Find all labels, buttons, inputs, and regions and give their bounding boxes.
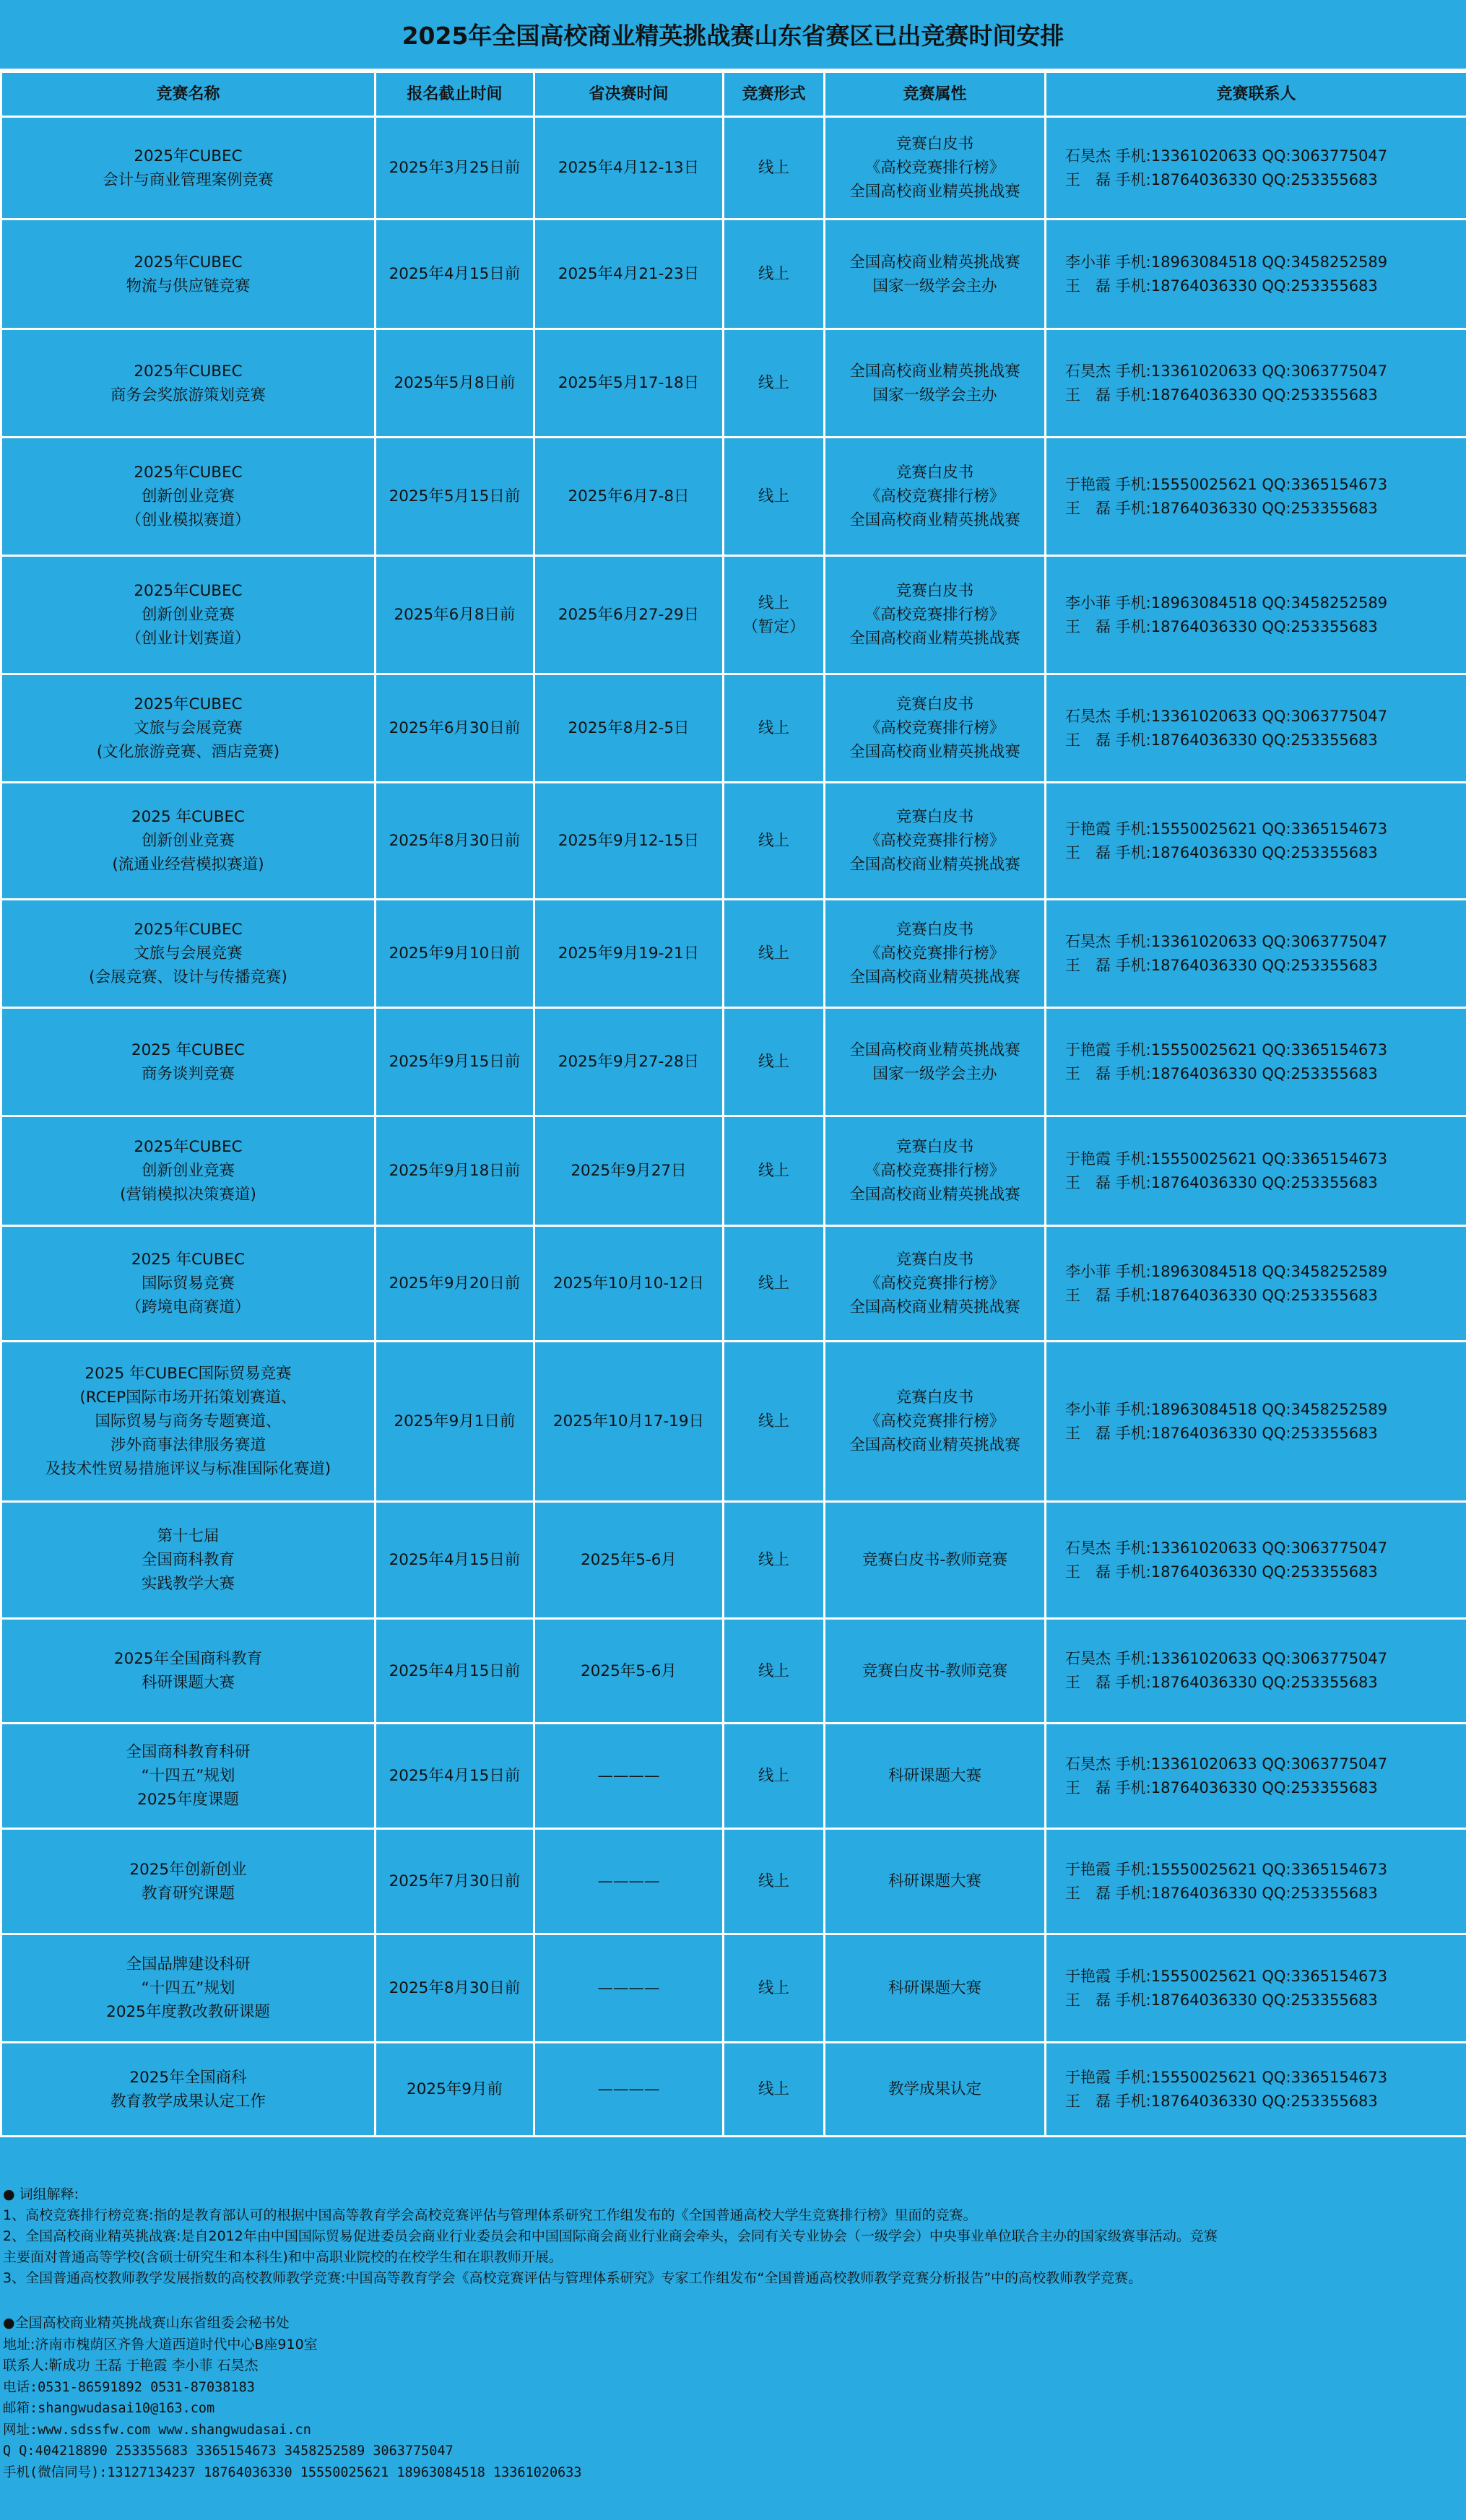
cell-contacts bbox=[1046, 220, 1466, 329]
competition-name-line: 全国商科教育 bbox=[141, 1551, 235, 1569]
secretariat-contact-line: 邮箱:shangwudasai10@163.com bbox=[3, 2401, 215, 2416]
cell-form bbox=[724, 220, 825, 329]
form-line: 线上 bbox=[758, 1661, 789, 1680]
form-line: 线上 bbox=[758, 1162, 789, 1180]
cell-attribute bbox=[825, 1226, 1046, 1342]
competition-name-line: 国际贸易竞赛 bbox=[141, 1274, 235, 1292]
contact-line: 石昊杰 手机:13361020633 QQ:3063775047 bbox=[1065, 1755, 1388, 1773]
attribute-line: 竞赛白皮书-教师竞赛 bbox=[862, 1551, 1008, 1569]
attribute-line: 科研课题大赛 bbox=[888, 1872, 981, 1890]
attribute-line: 竞赛白皮书 bbox=[895, 582, 974, 600]
attribute-line: 竞赛白皮书 bbox=[895, 1138, 974, 1156]
cell-form bbox=[724, 1724, 825, 1829]
cell-competition-name bbox=[1, 900, 376, 1008]
competition-name-line: “十四五”规划 bbox=[141, 1979, 235, 1997]
cell-competition-name bbox=[1, 1502, 376, 1619]
cell-attribute bbox=[825, 1116, 1046, 1226]
attribute-line: 教学成果认定 bbox=[888, 2080, 981, 2098]
competition-name-line: 2025年创新创业 bbox=[129, 1860, 247, 1879]
competition-name-line: 2025年度课题 bbox=[137, 1791, 239, 1809]
table-row bbox=[1, 1619, 1466, 1724]
table-row bbox=[1, 1008, 1466, 1116]
contact-line: 王 磊 手机:18764036330 QQ:253355683 bbox=[1065, 731, 1378, 749]
contact-line: 石昊杰 手机:13361020633 QQ:3063775047 bbox=[1065, 932, 1388, 950]
cell-competition-name bbox=[1, 117, 376, 220]
attribute-line: 全国高校商业精英挑战赛 bbox=[849, 1436, 1020, 1454]
cell-final-date: 2025年5-6月 bbox=[534, 1502, 724, 1619]
table-row bbox=[1, 1724, 1466, 1829]
cell-competition-name bbox=[1, 1934, 376, 2043]
cell-contacts bbox=[1046, 1724, 1466, 1829]
cell-final-date: 2025年6月27-29日 bbox=[534, 556, 724, 674]
cell-final-date: 2025年9月12-15日 bbox=[534, 783, 724, 900]
competition-name-line: 2025 年CUBEC国际贸易竞赛 bbox=[84, 1365, 292, 1383]
note-line: ● 词组解释: bbox=[3, 2186, 79, 2202]
cell-attribute bbox=[825, 1342, 1046, 1502]
secretariat-contact-line: Q Q:404218890 253355683 3365154673 3458252589 3063775047 bbox=[3, 2443, 454, 2459]
cell-form bbox=[724, 1008, 825, 1116]
attribute-line: 《高校竞赛排行榜》 bbox=[864, 1412, 1005, 1430]
cell-attribute bbox=[825, 438, 1046, 556]
competition-name-line: 全国商科教育科研 bbox=[126, 1743, 251, 1761]
attribute-line: 科研课题大赛 bbox=[888, 1767, 981, 1785]
cell-final-date: 2025年6月7-8日 bbox=[534, 438, 724, 556]
cell-attribute bbox=[825, 1934, 1046, 2043]
contact-line: 石昊杰 手机:13361020633 QQ:3063775047 bbox=[1065, 1650, 1388, 1667]
cell-contacts bbox=[1046, 783, 1466, 900]
cell-attribute bbox=[825, 1502, 1046, 1619]
cell-attribute bbox=[825, 329, 1046, 438]
form-line: 线上 bbox=[758, 944, 789, 963]
cell-form bbox=[724, 329, 825, 438]
competition-name-line: 文旅与会展竞赛 bbox=[134, 944, 243, 963]
cell-contacts bbox=[1046, 1619, 1466, 1724]
cell-contacts bbox=[1046, 1116, 1466, 1226]
attribute-line: 竞赛白皮书 bbox=[895, 464, 974, 482]
cell-contacts bbox=[1046, 2043, 1466, 2137]
table-row bbox=[1, 1342, 1466, 1502]
competition-name-line: 实践教学大赛 bbox=[141, 1575, 235, 1593]
attribute-line: 《高校竞赛排行榜》 bbox=[864, 1162, 1005, 1180]
page-title: 2025年全国高校商业精英挑战赛山东省赛区已出竞赛时间安排 bbox=[0, 0, 1466, 71]
form-line: 线上 bbox=[758, 1767, 789, 1785]
cell-form bbox=[724, 556, 825, 674]
cell-competition-name bbox=[1, 1008, 376, 1116]
table-row bbox=[1, 900, 1466, 1008]
competition-name-line: 创新创业竞赛 bbox=[141, 832, 235, 850]
table-row bbox=[1, 1502, 1466, 1619]
competition-name-line: 2025年全国商科教育 bbox=[113, 1650, 263, 1668]
note-line: 3、全国普通高校教师教学发展指数的高校教师教学竞赛:中国高等教育学会《高校竞赛评估与管理体系研究》专家工作组发布“全国普通高校教师教学竞赛分析报告”中的高校教师教学竞赛。 bbox=[3, 2270, 1142, 2286]
contact-line: 李小菲 手机:18963084518 QQ:3458252589 bbox=[1065, 1400, 1388, 1418]
competition-name-line: 及技术性贸易措施评议与标准国际化赛道) bbox=[45, 1460, 331, 1478]
competition-name-line: 2025年CUBEC bbox=[134, 362, 243, 381]
competition-name-line: 2025年CUBEC bbox=[134, 1138, 243, 1156]
form-line: 线上 bbox=[758, 1979, 789, 1997]
competition-name-line: 创新创业竞赛 bbox=[141, 1162, 235, 1180]
cell-form bbox=[724, 1934, 825, 2043]
contact-line: 王 磊 手机:18764036330 QQ:253355683 bbox=[1065, 1884, 1378, 1902]
cell-competition-name bbox=[1, 1724, 376, 1829]
cell-form bbox=[724, 438, 825, 556]
contact-line: 王 磊 手机:18764036330 QQ:253355683 bbox=[1065, 617, 1378, 635]
cell-deadline: 2025年4月15日前 bbox=[376, 220, 534, 329]
contact-line: 王 磊 手机:18764036330 QQ:253355683 bbox=[1065, 1991, 1378, 2009]
competition-name-line: 2025年CUBEC bbox=[134, 695, 243, 713]
competition-name-line: 2025年CUBEC bbox=[134, 253, 243, 271]
attribute-line: 竞赛白皮书 bbox=[895, 1389, 974, 1407]
competition-name-line: 创新创业竞赛 bbox=[141, 606, 235, 624]
form-line: 线上 bbox=[758, 1274, 789, 1292]
contact-line: 王 磊 手机:18764036330 QQ:253355683 bbox=[1065, 499, 1378, 517]
competition-name-line: 2025年CUBEC bbox=[134, 582, 243, 600]
attribute-line: 全国高校商业精英挑战赛 bbox=[849, 362, 1020, 381]
table-row bbox=[1, 1116, 1466, 1226]
cell-attribute bbox=[825, 1008, 1046, 1116]
table-body bbox=[1, 117, 1466, 2137]
cell-form bbox=[724, 900, 825, 1008]
cell-form bbox=[724, 117, 825, 220]
form-line: 线上 bbox=[758, 832, 789, 850]
attribute-line: 《高校竞赛排行榜》 bbox=[864, 719, 1005, 737]
cell-form bbox=[724, 1116, 825, 1226]
table-row bbox=[1, 220, 1466, 329]
attribute-line: 竞赛白皮书 bbox=[895, 695, 974, 713]
form-line: 线上 bbox=[758, 2080, 789, 2098]
competition-name-line: 2025年CUBEC bbox=[134, 464, 243, 482]
competition-name-line: 商务会奖旅游策划竞赛 bbox=[110, 386, 266, 404]
cell-competition-name bbox=[1, 556, 376, 674]
cell-form bbox=[724, 674, 825, 783]
contact-line: 于艳霞 手机:15550025621 QQ:3365154673 bbox=[1065, 820, 1388, 838]
cell-final-date: 2025年10月17-19日 bbox=[534, 1342, 724, 1502]
contact-line: 王 磊 手机:18764036330 QQ:253355683 bbox=[1065, 1674, 1378, 1691]
header-final-date: 省决赛时间 bbox=[534, 72, 724, 117]
cell-competition-name bbox=[1, 1619, 376, 1724]
competition-name-line: “十四五”规划 bbox=[141, 1767, 235, 1785]
form-line: 线上 bbox=[758, 374, 789, 392]
contact-line: 李小菲 手机:18963084518 QQ:3458252589 bbox=[1065, 1262, 1388, 1280]
table-row bbox=[1, 1934, 1466, 2043]
secretariat-line: 联系人:靳成功 王磊 于艳霞 李小菲 石昊杰 bbox=[3, 2358, 259, 2373]
note-line: 主要面对普通高等学校(含硕士研究生和本科生)和中高职业院校的在校学生和在职教师开展。 bbox=[3, 2249, 563, 2265]
contact-line: 王 磊 手机:18764036330 QQ:253355683 bbox=[1065, 2092, 1378, 2110]
contact-line: 于艳霞 手机:15550025621 QQ:3365154673 bbox=[1065, 1150, 1388, 1168]
attribute-line: 国家一级学会主办 bbox=[872, 1064, 997, 1083]
cell-form bbox=[724, 2043, 825, 2137]
competition-name-line: 科研课题大赛 bbox=[141, 1674, 235, 1692]
competition-name-line: 国际贸易与商务专题赛道、 bbox=[95, 1412, 282, 1430]
table-row bbox=[1, 438, 1466, 556]
cell-contacts bbox=[1046, 1934, 1466, 2043]
cell-competition-name bbox=[1, 2043, 376, 2137]
header-competition-name: 竞赛名称 bbox=[1, 72, 376, 117]
competition-name-line: 2025 年CUBEC bbox=[131, 1040, 246, 1059]
cell-competition-name bbox=[1, 1116, 376, 1226]
cell-deadline: 2025年4月15日前 bbox=[376, 1502, 534, 1619]
cell-final-date: ———— bbox=[534, 1934, 724, 2043]
cell-final-date: ———— bbox=[534, 1724, 724, 1829]
competition-name-line: (营销模拟决策赛道) bbox=[120, 1186, 256, 1204]
cell-deadline: 2025年9月15日前 bbox=[376, 1008, 534, 1116]
table-header-row bbox=[1, 72, 1466, 117]
cell-contacts bbox=[1046, 556, 1466, 674]
contact-line: 于艳霞 手机:15550025621 QQ:3365154673 bbox=[1065, 1967, 1388, 1985]
secretariat-line: 地址:济南市槐荫区齐鲁大道西道时代中心B座910室 bbox=[3, 2336, 318, 2352]
contact-line: 石昊杰 手机:13361020633 QQ:3063775047 bbox=[1065, 707, 1388, 725]
cell-form bbox=[724, 783, 825, 900]
contact-line: 李小菲 手机:18963084518 QQ:3458252589 bbox=[1065, 253, 1388, 271]
cell-deadline: 2025年9月前 bbox=[376, 2043, 534, 2137]
cell-deadline: 2025年6月30日前 bbox=[376, 674, 534, 783]
cell-final-date: 2025年4月21-23日 bbox=[534, 220, 724, 329]
note-line: 1、高校竞赛排行榜竞赛:指的是教育部认可的根据中国高等教育学会高校竞赛评估与管理体系研究工作组发布的《全国普通高校大学生竞赛排行榜》里面的竞赛。 bbox=[3, 2207, 977, 2223]
form-line: 线上 bbox=[758, 1551, 789, 1569]
competition-name-line: （创业模拟赛道） bbox=[126, 511, 251, 529]
cell-attribute bbox=[825, 1829, 1046, 1934]
cell-attribute bbox=[825, 556, 1046, 674]
secretariat-contact-line: 电话:0531-86591892 0531-87038183 bbox=[3, 2379, 255, 2395]
note-line: 2、全国高校商业精英挑战赛:是自2012年由中国国际贸易促进委员会商业行业委员会和中国国际商会商业行业商会牵头，会同有关专业协会（一级学会）中央事业单位联合主办的国家级赛事活动。竞赛 bbox=[3, 2228, 1218, 2244]
cell-attribute bbox=[825, 2043, 1046, 2137]
contact-line: 于艳霞 手机:15550025621 QQ:3365154673 bbox=[1065, 475, 1388, 493]
cell-deadline: 2025年5月15日前 bbox=[376, 438, 534, 556]
cell-attribute bbox=[825, 1724, 1046, 1829]
cell-form bbox=[724, 1342, 825, 1502]
attribute-line: 《高校竞赛排行榜》 bbox=[864, 606, 1005, 624]
header-attribute: 竞赛属性 bbox=[825, 72, 1046, 117]
cell-deadline: 2025年4月15日前 bbox=[376, 1619, 534, 1724]
cell-deadline: 2025年9月18日前 bbox=[376, 1116, 534, 1226]
schedule-table bbox=[0, 71, 1466, 2137]
cell-contacts bbox=[1046, 1342, 1466, 1502]
cell-contacts bbox=[1046, 329, 1466, 438]
form-line: 线上 bbox=[758, 159, 789, 177]
cell-deadline: 2025年9月10日前 bbox=[376, 900, 534, 1008]
cell-deadline: 2025年3月25日前 bbox=[376, 117, 534, 220]
cell-competition-name bbox=[1, 783, 376, 900]
cell-deadline: 2025年8月30日前 bbox=[376, 783, 534, 900]
attribute-line: 全国高校商业精英挑战赛 bbox=[849, 743, 1020, 761]
cell-deadline: 2025年5月8日前 bbox=[376, 329, 534, 438]
secretariat-contact-line: 网址:www.sdssfw.com www.shangwudasai.cn bbox=[3, 2422, 311, 2438]
competition-name-line: 2025年CUBEC bbox=[134, 921, 243, 939]
contact-line: 王 磊 手机:18764036330 QQ:253355683 bbox=[1065, 1424, 1378, 1442]
table-row bbox=[1, 783, 1466, 900]
form-line: 线上 bbox=[758, 1872, 789, 1890]
competition-name-line: （跨境电商赛道） bbox=[126, 1298, 251, 1316]
contact-line: 王 磊 手机:18764036330 QQ:253355683 bbox=[1065, 843, 1378, 861]
attribute-line: 全国高校商业精英挑战赛 bbox=[849, 183, 1020, 201]
cell-attribute bbox=[825, 674, 1046, 783]
attribute-line: 全国高校商业精英挑战赛 bbox=[849, 968, 1020, 986]
table-row bbox=[1, 329, 1466, 438]
attribute-line: 竞赛白皮书 bbox=[895, 135, 974, 153]
form-line: 线上 bbox=[758, 1053, 789, 1071]
cell-deadline: 2025年7月30日前 bbox=[376, 1829, 534, 1934]
attribute-line: 《高校竞赛排行榜》 bbox=[864, 159, 1005, 177]
competition-name-line: 2025 年CUBEC bbox=[131, 808, 246, 826]
secretariat-line: ●全国高校商业精英挑战赛山东省组委会秘书处 bbox=[3, 2315, 290, 2331]
cell-deadline: 2025年4月15日前 bbox=[376, 1724, 534, 1829]
table-row bbox=[1, 2043, 1466, 2137]
cell-competition-name bbox=[1, 674, 376, 783]
cell-form bbox=[724, 1226, 825, 1342]
header-contacts: 竞赛联系人 bbox=[1046, 72, 1466, 117]
attribute-line: 全国高校商业精英挑战赛 bbox=[849, 1298, 1020, 1316]
cell-competition-name bbox=[1, 329, 376, 438]
cell-form bbox=[724, 1829, 825, 1934]
cell-contacts bbox=[1046, 674, 1466, 783]
cell-attribute bbox=[825, 783, 1046, 900]
attribute-line: 国家一级学会主办 bbox=[872, 277, 997, 295]
contact-line: 王 磊 手机:18764036330 QQ:253355683 bbox=[1065, 1286, 1378, 1304]
form-line: 线上 bbox=[758, 719, 789, 737]
competition-name-line: 全国品牌建设科研 bbox=[126, 1955, 251, 1973]
cell-final-date: 2025年9月19-21日 bbox=[534, 900, 724, 1008]
competition-name-line: 文旅与会展竞赛 bbox=[134, 719, 243, 737]
attribute-line: 国家一级学会主办 bbox=[872, 386, 997, 404]
cell-final-date: 2025年5-6月 bbox=[534, 1619, 724, 1724]
contact-line: 王 磊 手机:18764036330 QQ:253355683 bbox=[1065, 956, 1378, 974]
contact-line: 王 磊 手机:18764036330 QQ:253355683 bbox=[1065, 170, 1378, 188]
cell-attribute bbox=[825, 1619, 1046, 1724]
attribute-line: 《高校竞赛排行榜》 bbox=[864, 832, 1005, 850]
attribute-line: 全国高校商业精英挑战赛 bbox=[849, 630, 1020, 648]
secretariat-contact-block bbox=[3, 2313, 1454, 2483]
competition-name-line: 2025 年CUBEC bbox=[131, 1251, 246, 1269]
form-line: 线上 bbox=[758, 265, 789, 283]
contact-line: 于艳霞 手机:15550025621 QQ:3365154673 bbox=[1065, 1040, 1388, 1059]
competition-name-line: （创业计划赛道） bbox=[126, 630, 251, 648]
contact-line: 王 磊 手机:18764036330 QQ:253355683 bbox=[1065, 1563, 1378, 1581]
cell-contacts bbox=[1046, 438, 1466, 556]
competition-name-line: 教育研究课题 bbox=[141, 1884, 235, 1903]
contact-line: 王 磊 手机:18764036330 QQ:253355683 bbox=[1065, 277, 1378, 295]
table-row bbox=[1, 556, 1466, 674]
table-row bbox=[1, 1226, 1466, 1342]
cell-final-date: ———— bbox=[534, 1829, 724, 1934]
attribute-line: 科研课题大赛 bbox=[888, 1979, 981, 1997]
attribute-line: 全国高校商业精英挑战赛 bbox=[849, 511, 1020, 529]
competition-name-line: 涉外商事法律服务赛道 bbox=[110, 1436, 266, 1454]
attribute-line: 竞赛白皮书 bbox=[895, 921, 974, 939]
cell-attribute bbox=[825, 220, 1046, 329]
competition-name-line: 创新创业竞赛 bbox=[141, 487, 235, 505]
form-line: （暂定） bbox=[742, 617, 805, 636]
form-line: 线上 bbox=[758, 487, 789, 505]
cell-final-date: 2025年4月12-13日 bbox=[534, 117, 724, 220]
competition-name-line: 2025年度教改教研课题 bbox=[106, 2003, 270, 2021]
competition-name-line: 2025年CUBEC bbox=[134, 147, 243, 165]
attribute-line: 全国高校商业精英挑战赛 bbox=[849, 253, 1020, 271]
attribute-line: 竞赛白皮书 bbox=[895, 808, 974, 826]
secretariat-contact-line: 手机(微信同号):13127134237 18764036330 15550025621 18963084518 13361020633 bbox=[3, 2464, 582, 2480]
contact-line: 石昊杰 手机:13361020633 QQ:3063775047 bbox=[1065, 362, 1388, 380]
cell-deadline: 2025年6月8日前 bbox=[376, 556, 534, 674]
cell-competition-name bbox=[1, 1226, 376, 1342]
contact-line: 王 磊 手机:18764036330 QQ:253355683 bbox=[1065, 1778, 1378, 1796]
contact-line: 王 磊 手机:18764036330 QQ:253355683 bbox=[1065, 1173, 1378, 1191]
cell-deadline: 2025年8月30日前 bbox=[376, 1934, 534, 2043]
cell-competition-name bbox=[1, 438, 376, 556]
contact-line: 王 磊 手机:18764036330 QQ:253355683 bbox=[1065, 386, 1378, 404]
cell-deadline: 2025年9月20日前 bbox=[376, 1226, 534, 1342]
header-form: 竞赛形式 bbox=[724, 72, 825, 117]
cell-form bbox=[724, 1502, 825, 1619]
contact-line: 王 磊 手机:18764036330 QQ:253355683 bbox=[1065, 1064, 1378, 1082]
cell-final-date: ———— bbox=[534, 2043, 724, 2137]
cell-competition-name bbox=[1, 220, 376, 329]
table-row bbox=[1, 674, 1466, 783]
form-line: 线上 bbox=[758, 1412, 789, 1430]
competition-name-line: 物流与供应链竞赛 bbox=[126, 277, 251, 295]
contact-line: 石昊杰 手机:13361020633 QQ:3063775047 bbox=[1065, 147, 1388, 165]
cell-deadline: 2025年9月1日前 bbox=[376, 1342, 534, 1502]
cell-competition-name bbox=[1, 1829, 376, 1934]
cell-contacts bbox=[1046, 1226, 1466, 1342]
competition-name-line: 会计与商业管理案例竞赛 bbox=[103, 170, 274, 189]
competition-name-line: 商务谈判竞赛 bbox=[141, 1064, 235, 1083]
competition-name-line: (会展竞赛、设计与传播竞赛) bbox=[89, 968, 287, 986]
competition-name-line: (文化旅游竞赛、酒店竞赛) bbox=[96, 743, 280, 761]
attribute-line: 全国高校商业精英挑战赛 bbox=[849, 1040, 1020, 1059]
attribute-line: 《高校竞赛排行榜》 bbox=[864, 1274, 1005, 1292]
cell-contacts bbox=[1046, 1008, 1466, 1116]
attribute-line: 《高校竞赛排行榜》 bbox=[864, 944, 1005, 963]
cell-contacts bbox=[1046, 1829, 1466, 1934]
glossary-notes bbox=[3, 2184, 1454, 2289]
competition-name-line: 2025年全国商科 bbox=[129, 2068, 247, 2087]
cell-final-date: 2025年8月2-5日 bbox=[534, 674, 724, 783]
cell-contacts bbox=[1046, 900, 1466, 1008]
contact-line: 石昊杰 手机:13361020633 QQ:3063775047 bbox=[1065, 1539, 1388, 1557]
cell-attribute bbox=[825, 117, 1046, 220]
competition-name-line: 教育教学成果认定工作 bbox=[110, 2092, 266, 2111]
competition-name-line: 第十七届 bbox=[157, 1527, 220, 1545]
header-deadline: 报名截止时间 bbox=[376, 72, 534, 117]
cell-contacts bbox=[1046, 1502, 1466, 1619]
contact-line: 李小菲 手机:18963084518 QQ:3458252589 bbox=[1065, 594, 1388, 612]
cell-final-date: 2025年5月17-18日 bbox=[534, 329, 724, 438]
cell-final-date: 2025年9月27日 bbox=[534, 1116, 724, 1226]
attribute-line: 竞赛白皮书-教师竞赛 bbox=[862, 1661, 1008, 1680]
table-row bbox=[1, 1829, 1466, 1934]
contact-line: 于艳霞 手机:15550025621 QQ:3365154673 bbox=[1065, 2068, 1388, 2086]
attribute-line: 全国高校商业精英挑战赛 bbox=[849, 1186, 1020, 1204]
cell-final-date: 2025年9月27-28日 bbox=[534, 1008, 724, 1116]
attribute-line: 全国高校商业精英挑战赛 bbox=[849, 856, 1020, 874]
form-line: 线上 bbox=[758, 594, 789, 612]
cell-final-date: 2025年10月10-12日 bbox=[534, 1226, 724, 1342]
cell-competition-name bbox=[1, 1342, 376, 1502]
competition-name-line: (RCEP国际市场开拓策划赛道、 bbox=[79, 1389, 297, 1407]
cell-attribute bbox=[825, 900, 1046, 1008]
attribute-line: 《高校竞赛排行榜》 bbox=[864, 487, 1005, 505]
attribute-line: 竞赛白皮书 bbox=[895, 1251, 974, 1269]
contact-line: 于艳霞 手机:15550025621 QQ:3365154673 bbox=[1065, 1860, 1388, 1878]
table-row bbox=[1, 117, 1466, 220]
cell-contacts bbox=[1046, 117, 1466, 220]
cell-form bbox=[724, 1619, 825, 1724]
competition-name-line: (流通业经营模拟赛道) bbox=[112, 856, 264, 874]
